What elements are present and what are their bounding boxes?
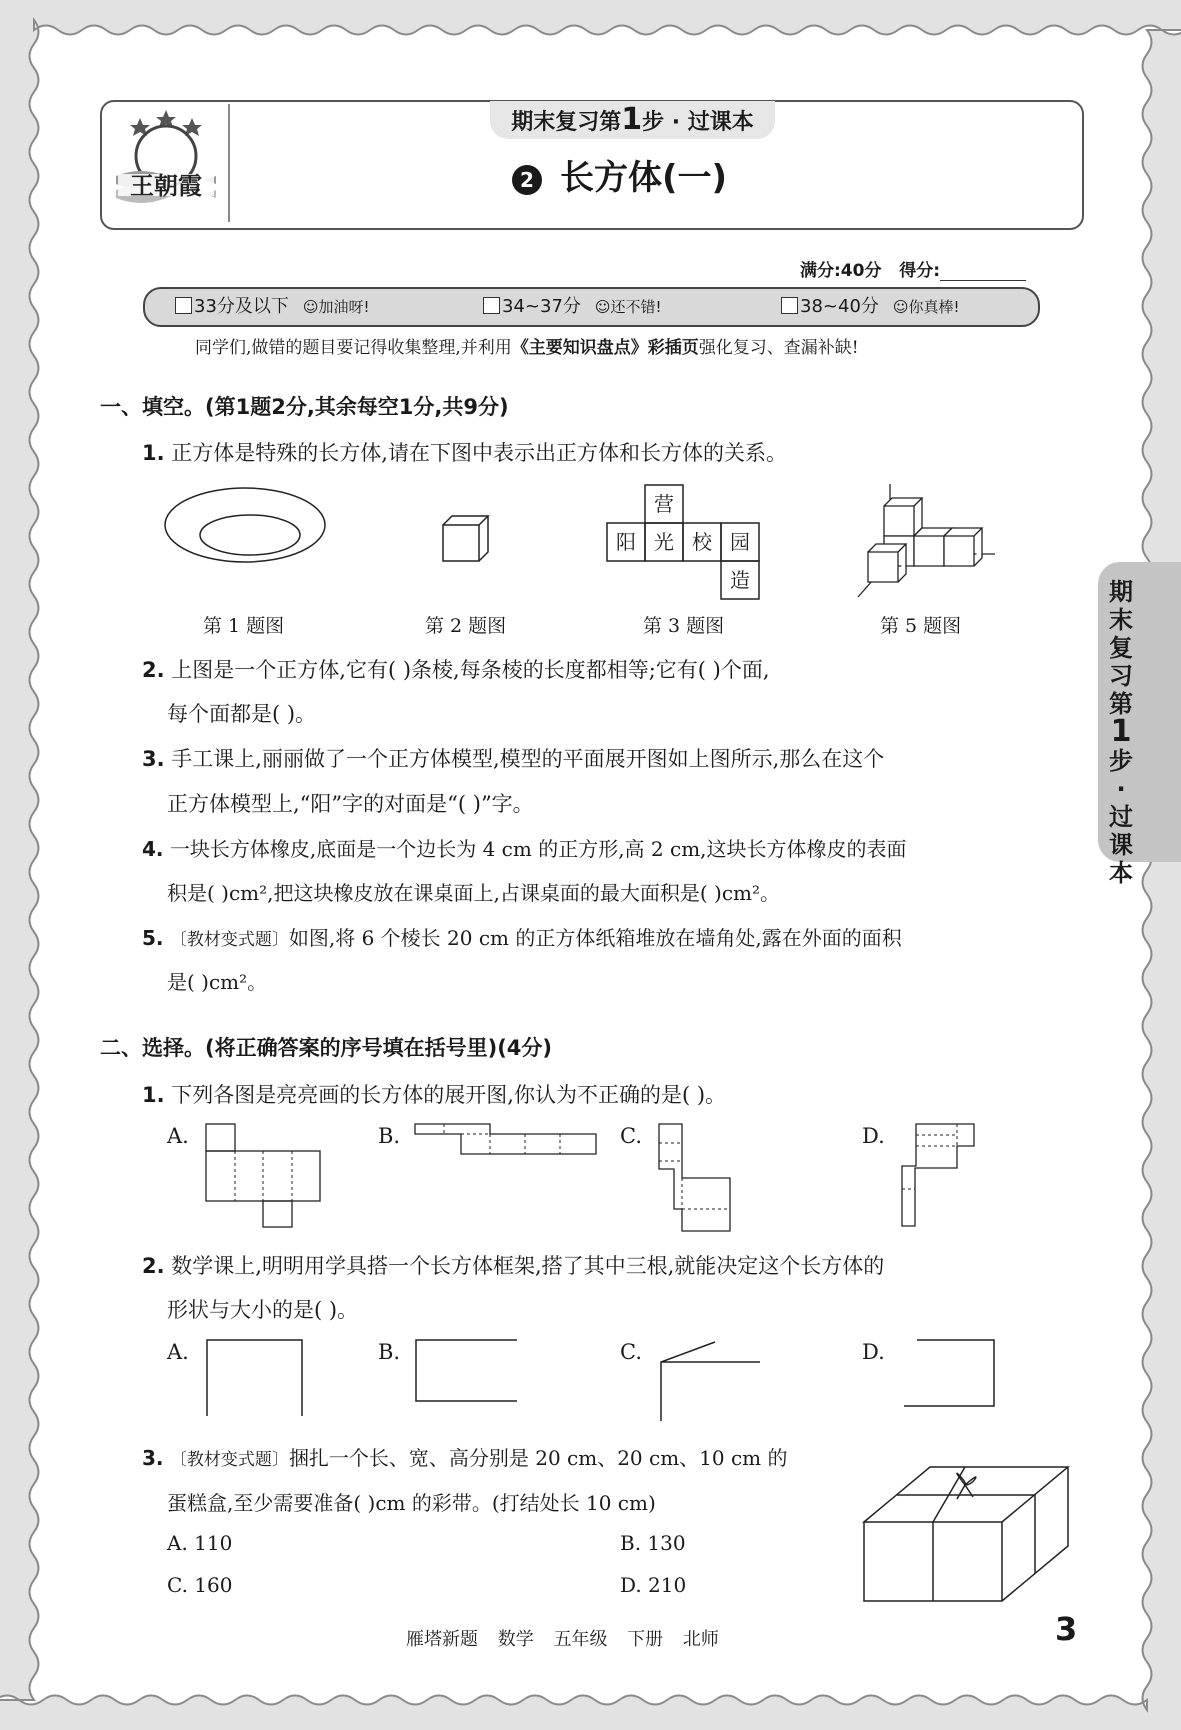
brand-logo: [110, 106, 222, 218]
net-char: 校: [692, 530, 712, 554]
figure-caption: 第 2 题图: [425, 615, 507, 637]
s2-q1-option-a-label[interactable]: A.: [167, 1124, 189, 1148]
net-char: 营: [654, 492, 674, 516]
smile-icon: ☺: [594, 298, 611, 316]
net-char: 光: [654, 530, 674, 554]
grade-item-high: 38~40分 ☺你真棒!: [781, 293, 960, 321]
section2-title: 二、选择。(将正确答案的序号填在括号里)(4分): [100, 1036, 553, 1060]
frame-option-d[interactable]: [902, 1338, 997, 1408]
s2-q3-option-b[interactable]: B. 130: [620, 1531, 686, 1555]
net-option-a[interactable]: [205, 1123, 325, 1229]
net-option-b[interactable]: [414, 1123, 599, 1168]
textbook-variant-tag: 〔教材变式题〕: [169, 1450, 289, 1470]
frame-option-b[interactable]: [414, 1338, 519, 1403]
grade-bar: [143, 287, 1040, 327]
s1-q5-cont[interactable]: 是( )cm²。: [167, 970, 268, 994]
figure-q3-net: [605, 484, 765, 602]
s1-q5[interactable]: 5. 〔教材变式题〕如图,将 6 个棱长 20 cm 的正方体纸箱堆放在墙角处,露在外面的面积: [142, 926, 902, 950]
frame-option-c[interactable]: [657, 1338, 762, 1423]
figure-caption: 第 3 题图: [643, 615, 725, 637]
s2-q2-cont[interactable]: 形状与大小的是( )。: [167, 1298, 359, 1322]
net-char: 园: [730, 530, 750, 554]
smile-icon: ☺: [302, 298, 319, 316]
s2-q1-option-d-label[interactable]: D.: [862, 1124, 885, 1148]
s1-q2[interactable]: 2. 上图是一个正方体,它有( )条棱,每条棱的长度都相等;它有( )个面,: [142, 658, 770, 682]
figure-q5-stacked-boxes: [850, 482, 1000, 600]
header-divider: [228, 104, 230, 222]
net-char: 阳: [616, 530, 636, 554]
smile-icon: ☺: [892, 298, 909, 316]
figure-q2-cube: [435, 510, 495, 565]
lesson-number-badge: 2: [512, 165, 542, 195]
tied-cake-box-figure: [860, 1462, 1070, 1604]
s2-q2[interactable]: 2. 数学课上,明明用学具搭一个长方体框架,搭了其中三根,就能决定这个长方体的: [142, 1254, 885, 1278]
s2-q3-cont[interactable]: 蛋糕盒,至少需要准备( )cm 的彩带。(打结处长 10 cm): [167, 1491, 656, 1515]
s2-q3-option-a[interactable]: A. 110: [167, 1531, 233, 1555]
s1-q4-cont[interactable]: 积是( )cm²,把这块橡皮放在课桌面上,占课桌面的最大面积是( )cm²。: [167, 881, 781, 905]
logo-text: 王朝霞: [130, 171, 202, 200]
checkbox[interactable]: [175, 297, 192, 314]
textbook-variant-tag: 〔教材变式题〕: [169, 930, 289, 950]
page-number: 3: [1055, 1610, 1078, 1648]
score-blank[interactable]: [940, 264, 1026, 281]
checkbox[interactable]: [483, 297, 500, 314]
s1-q2-cont[interactable]: 每个面都是( )。: [167, 702, 317, 726]
frame-option-a[interactable]: [205, 1338, 305, 1418]
s2-q1-option-b-label[interactable]: B.: [378, 1124, 401, 1148]
footer-text: 雁塔新题 数学 五年级 下册 北师: [406, 1629, 719, 1650]
lesson-title-text: 长方体(一): [560, 158, 728, 198]
figure-caption: 第 5 题图: [880, 615, 962, 637]
s2-q3-option-d[interactable]: D. 210: [620, 1573, 687, 1597]
s2-q1-option-c-label[interactable]: C.: [620, 1124, 642, 1148]
score-line: 满分:40分 得分:: [800, 256, 1026, 281]
s2-q3[interactable]: 3. 〔教材变式题〕捆扎一个长、宽、高分别是 20 cm、20 cm、10 cm 的: [142, 1446, 788, 1470]
s2-q2-option-d-label[interactable]: D.: [862, 1340, 885, 1364]
s1-q1: 1. 正方体是特殊的长方体,请在下图中表示出正方体和长方体的关系。: [142, 441, 787, 465]
s1-q4[interactable]: 4. 一块长方体橡皮,底面是一个边长为 4 cm 的正方形,高 2 cm,这块长方体橡皮的表面: [142, 837, 907, 861]
section1-title: 一、填空。(第1题2分,其余每空1分,共9分): [100, 395, 509, 419]
s2-q2-option-b-label[interactable]: B.: [378, 1340, 401, 1364]
s2-q1[interactable]: 1. 下列各图是亮亮画的长方体的展开图,你认为不正确的是( )。: [142, 1083, 727, 1107]
s1-q3[interactable]: 3. 手工课上,丽丽做了一个正方体模型,模型的平面展开图如上图所示,那么在这个: [142, 747, 885, 771]
net-option-d[interactable]: [900, 1123, 980, 1229]
net-char: 造: [730, 568, 750, 592]
s2-q2-option-c-label[interactable]: C.: [620, 1340, 642, 1364]
checkbox[interactable]: [781, 297, 798, 314]
figure-caption: 第 1 题图: [203, 615, 285, 637]
grade-item-low: 33分及以下 ☺加油呀!: [175, 293, 370, 321]
side-tab-text: 期末复习第1步·过课本: [1109, 578, 1133, 887]
header-tab: 期末复习第1步 · 过课本: [490, 101, 775, 139]
figure-q1-ellipses[interactable]: [160, 480, 335, 575]
s2-q3-option-c[interactable]: C. 160: [167, 1573, 233, 1597]
s2-q2-option-a-label[interactable]: A.: [167, 1340, 189, 1364]
tip-text: 同学们,做错的题目要记得收集整理,并利用《主要知识盘点》彩插页强化复习、查漏补缺!: [195, 338, 859, 358]
grade-item-mid: 34~37分 ☺还不错!: [483, 293, 662, 321]
s1-q3-cont[interactable]: 正方体模型上,“阳”字的对面是“( )”字。: [167, 792, 534, 816]
lesson-title: [512, 150, 727, 199]
net-option-c[interactable]: [658, 1123, 733, 1233]
